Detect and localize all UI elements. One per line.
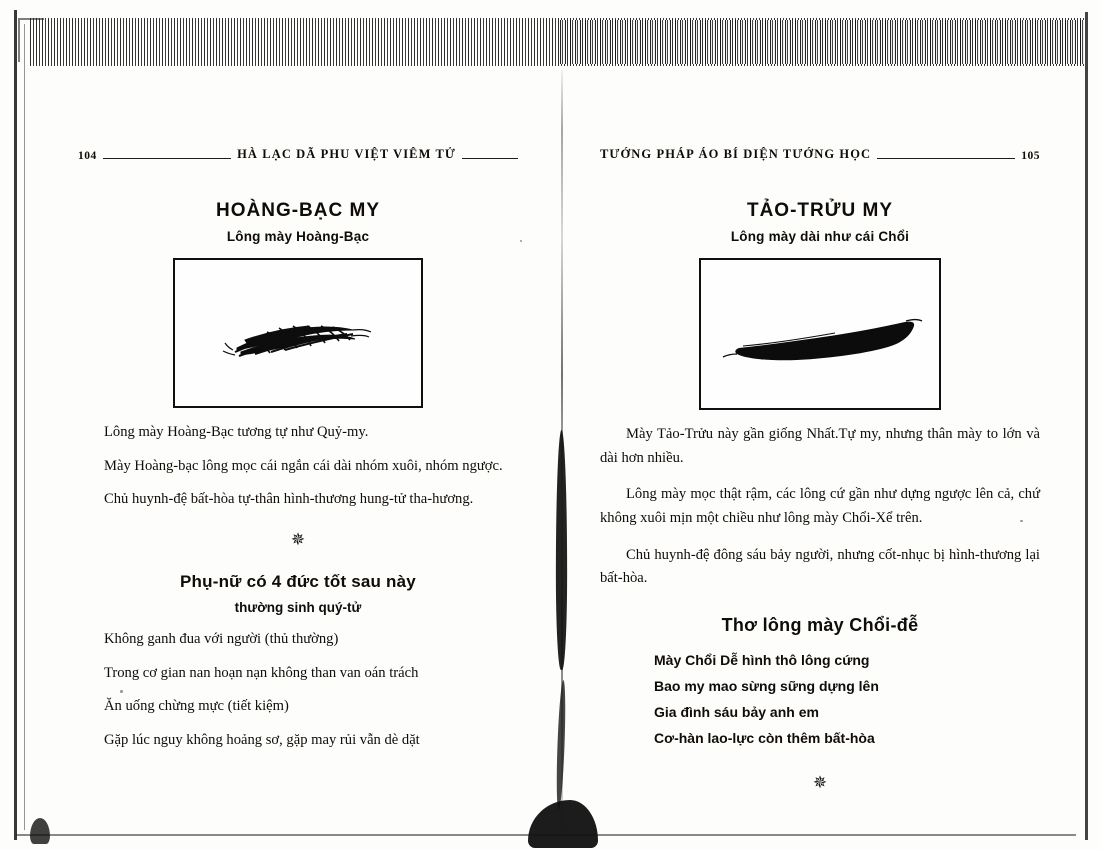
scan-edge-right xyxy=(1085,12,1088,840)
scan-edge-left xyxy=(14,10,17,840)
gutter-ink-blob xyxy=(556,430,567,670)
right-section-title: TẢO-TRỬU MY xyxy=(746,200,894,221)
ornament-left: ✵ xyxy=(290,529,306,549)
tao-truu-eyebrow-drawing xyxy=(701,260,939,408)
scan-corner-artifact xyxy=(18,18,44,62)
virtue-item: Gặp lúc nguy không hoảng sơ, gặp may rủi vẫn dè dặt xyxy=(104,731,420,748)
left-running-head xyxy=(78,140,518,162)
left-running-title: HÀ LẠC DÃ PHU VIỆT VIÊM TỬ xyxy=(237,147,456,161)
right-figure-frame xyxy=(699,258,941,410)
bottom-ink-blob-left xyxy=(30,818,50,844)
left-paragraph-3: Chủ huynh-đệ bất-hòa tự-thân hình-thương hung-tử tha-hương. xyxy=(104,491,474,508)
left-section-subtitle: Lông mày Hoàng-Bạc xyxy=(226,229,370,244)
left-section-title: HOÀNG-BẠC MY xyxy=(216,200,380,221)
right-paragraph-1: Mày Tảo-Trửu này gần giống Nhất.Tự my, nhưng thân mày to lớn và dài hơn nhiều. xyxy=(600,426,1040,466)
poem-line: Cơ-hàn lao-lực còn thêm bất-hòa xyxy=(654,729,875,746)
virtue-item: Ăn uống chừng mực (tiết kiệm) xyxy=(104,698,289,715)
poem-line: Mày Chổi Dễ hình thô lông cứng xyxy=(654,651,870,668)
left-subheading: Phụ-nữ có 4 đức tốt sau này xyxy=(180,571,416,591)
right-section-subtitle: Lông mày dài như cái Chổi xyxy=(730,229,910,244)
rule-right xyxy=(462,158,518,159)
left-figure-frame xyxy=(173,258,423,408)
scan-speck xyxy=(520,240,522,242)
ornament-right: ✵ xyxy=(812,773,828,793)
virtue-item: Không ganh đua với người (thủ thường) xyxy=(104,630,339,647)
right-running-title: TƯỚNG PHÁP ÁO BÍ DIỆN TƯỚNG HỌC xyxy=(600,147,872,161)
right-page-number: 105 xyxy=(1021,150,1040,162)
gutter-ink-blob-lower xyxy=(555,680,567,810)
left-subheading-secondary: thường sinh quý-tử xyxy=(234,599,362,615)
poem-line: Bao my mao sừng sững dựng lên xyxy=(654,677,879,694)
poem-body xyxy=(654,648,1040,752)
rule-right-page xyxy=(877,158,1015,159)
hoang-bac-eyebrow-drawing xyxy=(175,260,421,406)
poem-line: Gia đình sáu bảy anh em xyxy=(654,703,819,720)
rule-left xyxy=(103,158,231,159)
virtue-item: Trong cơ gian nan hoạn nạn không than van oán trách xyxy=(104,664,419,681)
scan-edge-left-inner xyxy=(24,24,25,830)
book-gutter-shadow xyxy=(552,70,574,830)
left-page xyxy=(78,140,518,752)
right-paragraph-3: Chủ huynh-đệ đông sáu bảy người, nhưng cốt-nhục bị hình-thương lại bất-hòa. xyxy=(600,546,1040,587)
right-paragraph-2: Lông mày mọc thật rậm, các lông cứ gần như dựng ngược lên cả, chứ không xuôi mịn một chiều như lông mày Chổi-Xể trên. xyxy=(600,486,1040,526)
right-page xyxy=(600,140,1040,793)
left-page-number: 104 xyxy=(78,150,97,162)
left-paragraph-2: Mày Hoàng-bạc lông mọc cái ngắn cái dài nhóm xuôi, nhóm ngược. xyxy=(104,457,503,474)
poem-title: Thơ lông mày Chổi-đễ xyxy=(721,614,919,635)
bottom-ink-blob xyxy=(528,800,598,848)
left-paragraph-1: Lông mày Hoàng-Bạc tương tự như Quỷ-my. xyxy=(104,424,369,440)
right-running-head xyxy=(600,140,1040,162)
virtues-list xyxy=(78,628,518,753)
scan-noise-top-band-right xyxy=(560,20,1085,64)
